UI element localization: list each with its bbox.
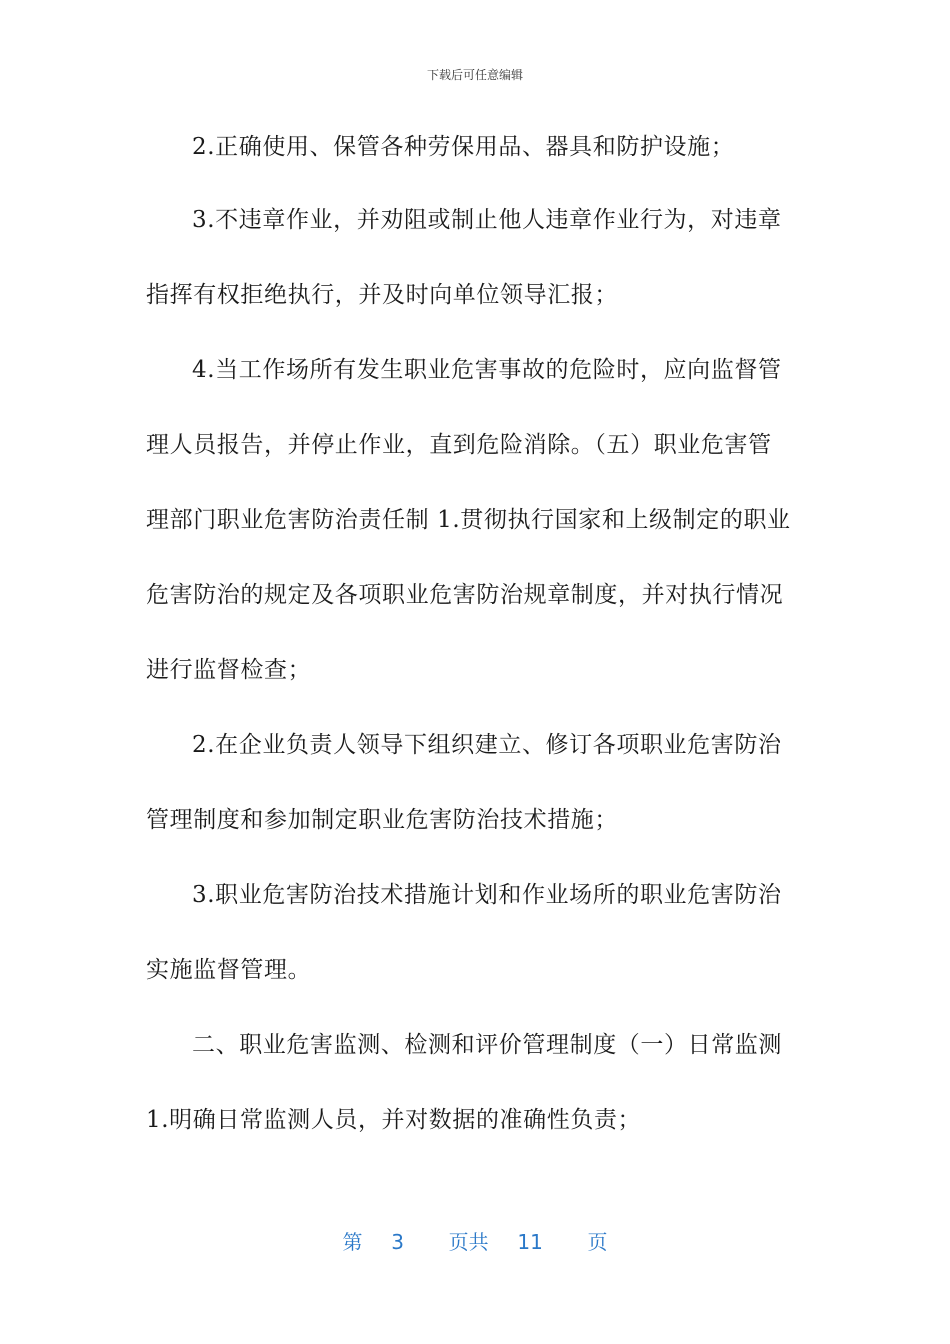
footer-middle: 页共 (448, 1230, 489, 1254)
page-footer (0, 1226, 950, 1255)
text-line: 进行监督检查； (146, 657, 312, 683)
text-line: 3.不违章作业，并劝阻或制止他人违章作业行为，对违章 (192, 207, 782, 233)
footer-page-number: 3 (391, 1230, 404, 1254)
text-line: 指挥有权拒绝执行，并及时向单位领导汇报； (146, 282, 618, 308)
footer-total-pages: 11 (517, 1230, 543, 1254)
text-line: 2.在企业负责人领导下组织建立、修订各项职业危害防治 (192, 732, 782, 758)
footer-suffix: 页 (587, 1230, 608, 1254)
text-line: 4.当工作场所有发生职业危害事故的危险时，应向监督管 (192, 357, 782, 383)
text-line: 管理制度和参加制定职业危害防治技术措施； (146, 807, 618, 833)
text-line: 实施监督管理。 (146, 957, 312, 983)
text-line: 理部门职业危害防治责任制 1.贯彻执行国家和上级制定的职业 (146, 507, 791, 533)
text-line: 2.正确使用、保管各种劳保用品、器具和防护设施； (192, 134, 735, 160)
text-line: 理人员报告，并停止作业，直到危险消除。（五）职业危害管 (146, 432, 772, 458)
page-header-note: 下载后可任意编辑 (426, 68, 523, 82)
text-line: 二、职业危害监测、检测和评价管理制度（一）日常监测 (192, 1032, 782, 1058)
footer-prefix: 第 (342, 1230, 363, 1254)
text-line: 危害防治的规定及各项职业危害防治规章制度，并对执行情况 (146, 582, 784, 608)
text-line: 1.明确日常监测人员，并对数据的准确性负责； (146, 1107, 642, 1133)
text-line: 3.职业危害防治技术措施计划和作业场所的职业危害防治 (192, 882, 782, 908)
